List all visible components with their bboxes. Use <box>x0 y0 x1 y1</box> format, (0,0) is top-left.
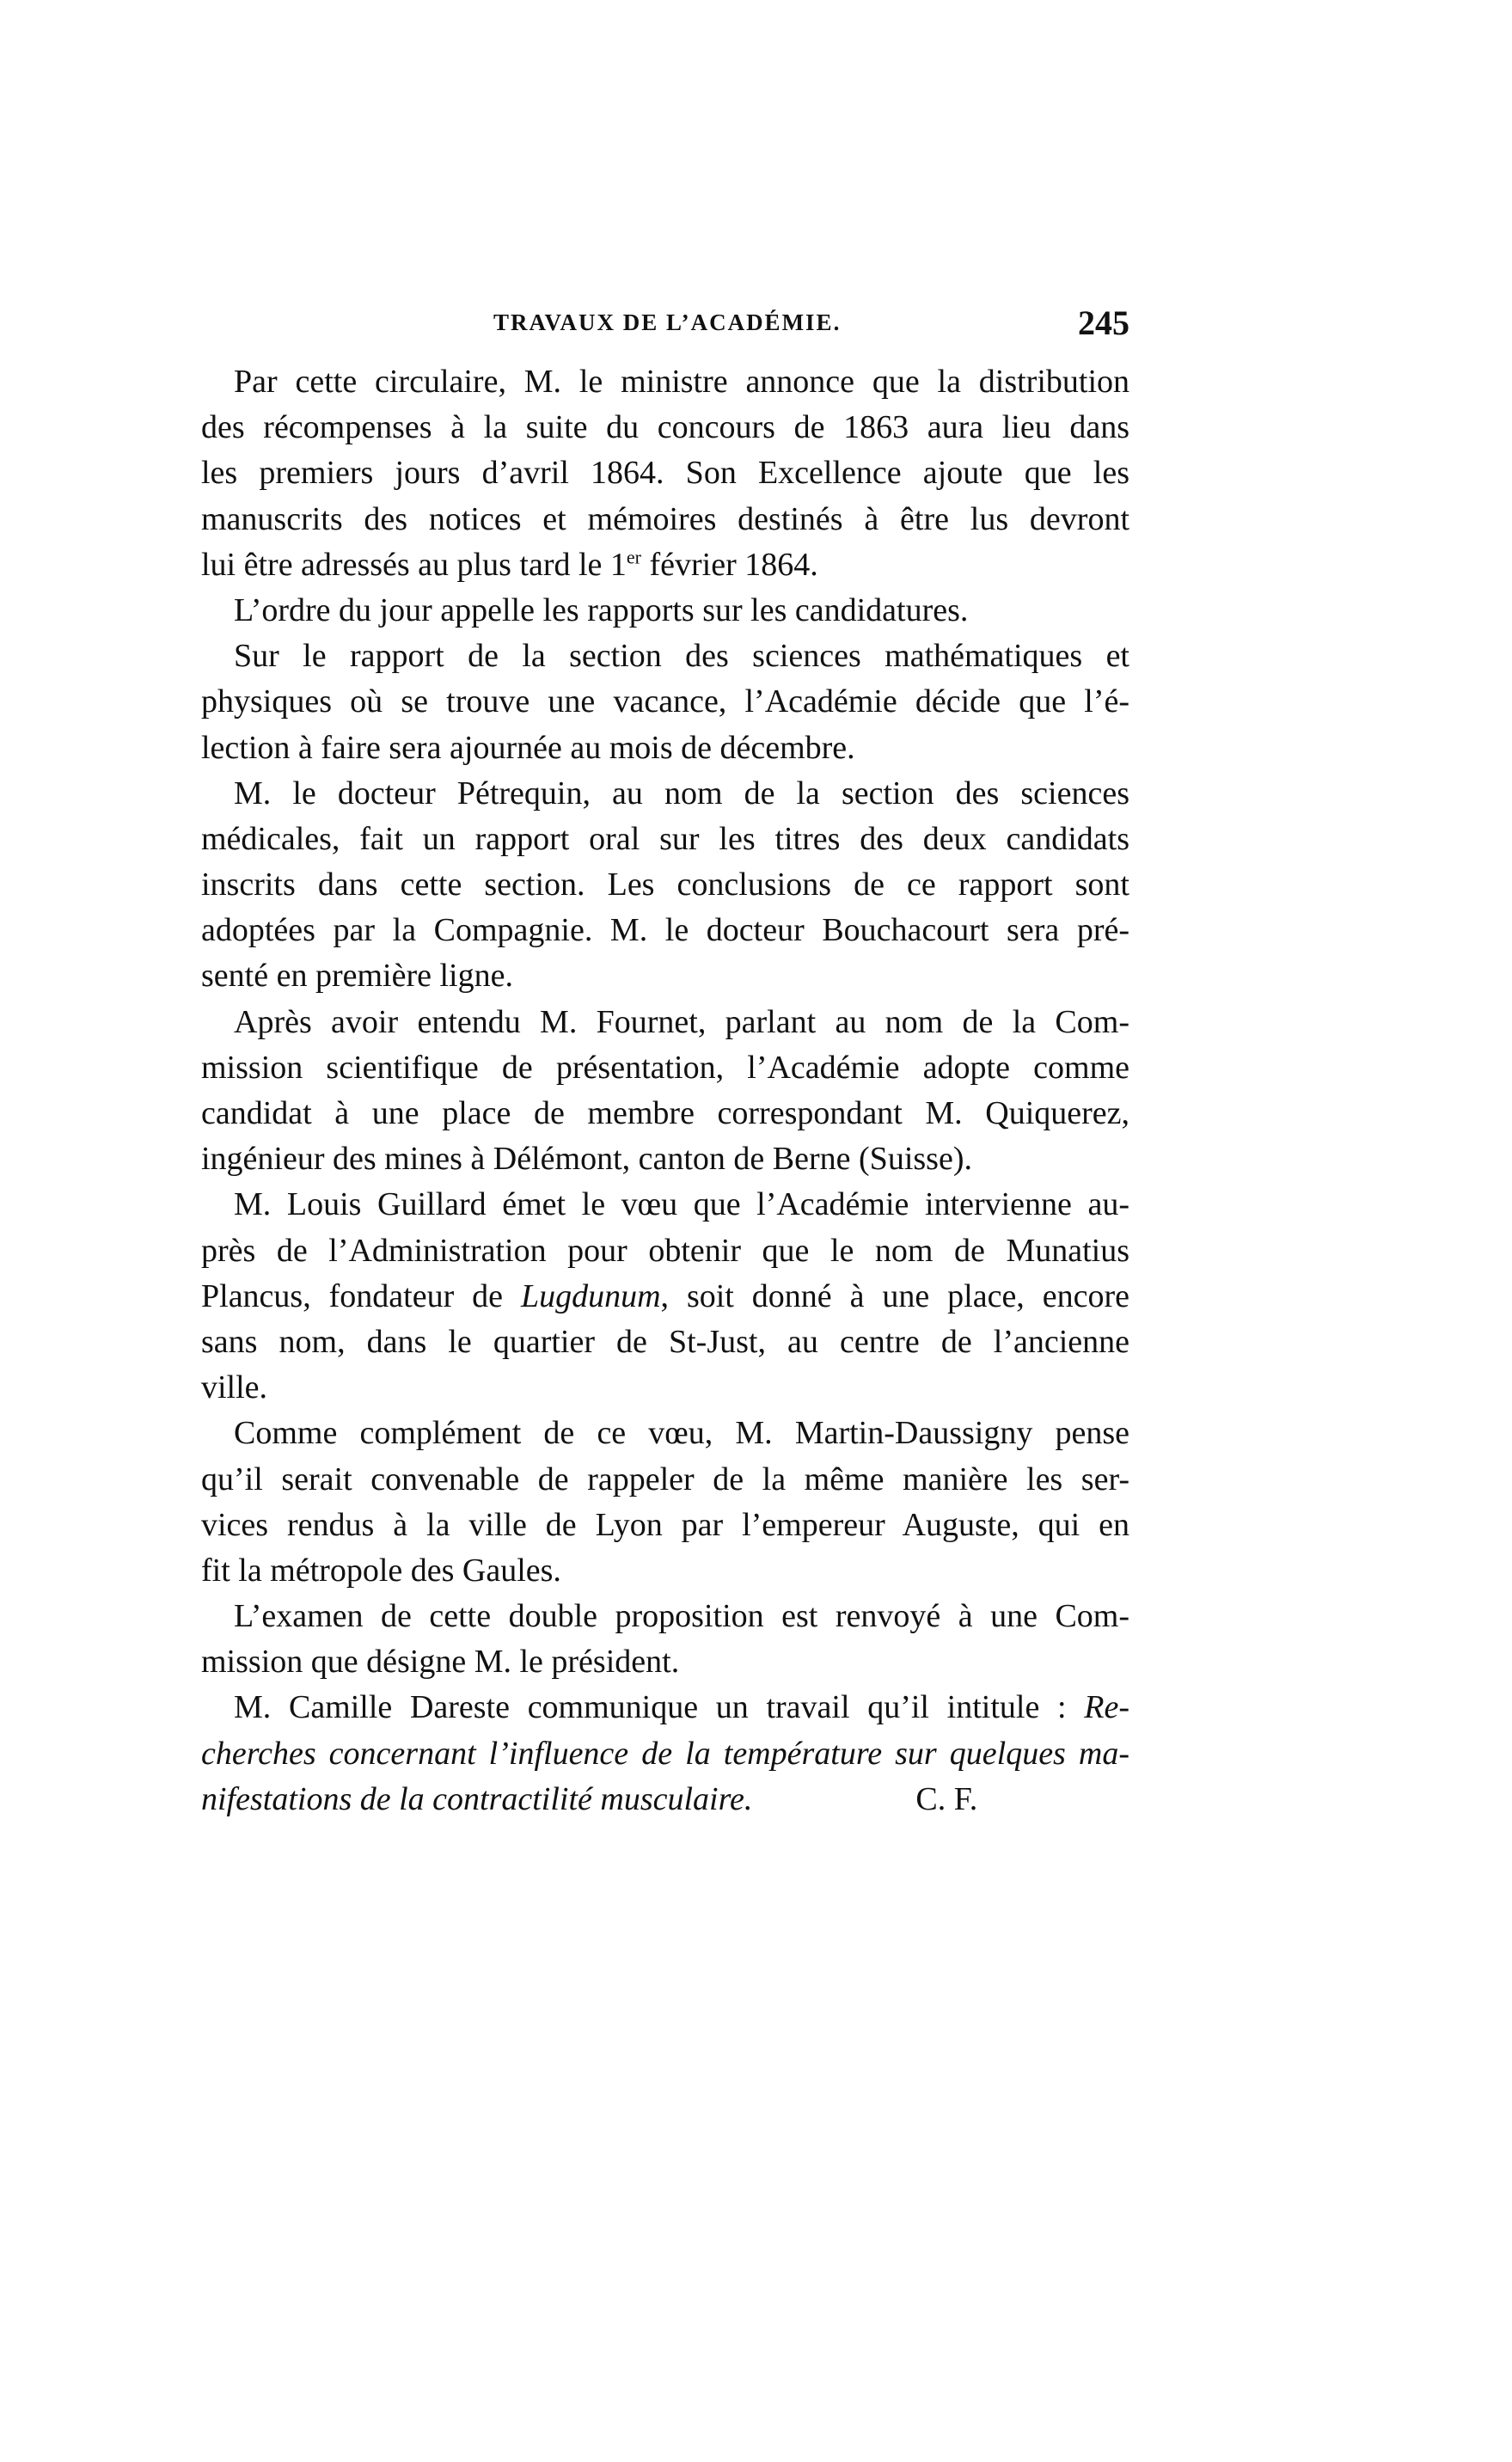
text-line <box>201 726 1129 771</box>
text-line <box>201 542 1129 588</box>
text-line <box>201 953 1129 999</box>
text-segment: sans nom, dans le quartier de St-Just, au centre de l’ancienne <box>201 1323 1129 1360</box>
text-line <box>201 862 1129 908</box>
text-line <box>201 1411 1129 1456</box>
text-segment: des récompenses à la suite du concours de 1863 aura lieu dans <box>201 409 1129 446</box>
running-head-title: TRAVAUX DE L’ACADÉMIE. <box>493 309 842 335</box>
text-line <box>201 1685 1129 1730</box>
text-segment: vices rendus à la ville de Lyon par l’empereur Auguste, qui en <box>201 1506 1129 1543</box>
text-line <box>201 359 1129 405</box>
text-line <box>201 497 1129 542</box>
text-segment: février 1864. <box>640 546 818 583</box>
text-segment: les premiers jours d’avril 1864. Son Excellence ajoute que les <box>201 455 1129 492</box>
text-line <box>201 1182 1129 1228</box>
text-segment: senté en première ligne. <box>201 958 513 995</box>
text-segment: Par cette circulaire, M. le ministre annonce que la distribution <box>234 364 1129 400</box>
text-segment: inscrits dans cette section. Les conclusions de ce rapport sont <box>201 867 1129 903</box>
text-segment: candidat à une place de membre correspondant M. Quiquerez, <box>201 1095 1129 1131</box>
text-line <box>201 771 1129 817</box>
italic-text: nifestations de la contractilité musculaire. <box>201 1780 753 1817</box>
text-line <box>201 1136 1129 1182</box>
text-segment: manuscrits des notices et mémoires destinés à être lus devront <box>201 500 1129 537</box>
text-line <box>201 817 1129 862</box>
text-line <box>201 1320 1129 1365</box>
text-segment: M. le docteur Pétrequin, au nom de la section des sciences <box>234 775 1129 811</box>
text-line <box>201 405 1129 450</box>
page-number: 245 <box>1078 303 1129 342</box>
text-segment: lection à faire sera ajournée au mois de décembre. <box>201 729 855 766</box>
text-line <box>201 1000 1129 1045</box>
text-line <box>201 1777 1129 1822</box>
text-line <box>201 588 1129 634</box>
text-line <box>201 1228 1129 1274</box>
text-segment: er <box>626 546 641 568</box>
text-segment: L’examen de cette double proposition est renvoyé à une Com- <box>234 1598 1129 1635</box>
text-line <box>201 908 1129 953</box>
text-line <box>201 1045 1129 1091</box>
text-segment: fit la métropole des Gaules. <box>201 1552 561 1589</box>
text-line <box>201 450 1129 496</box>
text-line <box>201 1548 1129 1594</box>
text-segment: mission scientifique de présentation, l’Académie adopte comme <box>201 1049 1129 1086</box>
text-segment: Après avoir entendu M. Fournet, parlant au nom de la Com- <box>234 1003 1129 1040</box>
italic-text: cherches concernant l’influence de la température sur quelques ma- <box>201 1735 1129 1772</box>
text-segment: M. Louis Guillard émet le vœu que l’Académie intervienne au- <box>234 1186 1129 1223</box>
text-segment: près de l’Administration pour obtenir que le nom de Munatius <box>201 1232 1129 1269</box>
text-segment: ville. <box>201 1369 268 1406</box>
text-segment: ingénieur des mines à Délémont, canton de Berne (Suisse). <box>201 1141 972 1178</box>
text-line <box>201 634 1129 679</box>
running-head <box>201 303 1129 346</box>
text-segment: mission que désigne M. le président. <box>201 1644 680 1681</box>
text-segment: physiques où se trouve une vacance, l’Académie décide que l’é- <box>201 683 1129 720</box>
text-segment: , soit donné à une place, encore <box>660 1277 1129 1314</box>
text-segment: médicales, fait un rapport oral sur les titres des deux candidats <box>201 820 1129 857</box>
text-line <box>201 1503 1129 1548</box>
text-line <box>201 1594 1129 1639</box>
text-segment: Comme complément de ce vœu, M. Martin-Daussigny pense <box>234 1415 1129 1452</box>
text-segment: Plancus, fondateur de <box>201 1277 521 1314</box>
text-segment: lui être adressés au plus tard le 1 <box>201 546 627 583</box>
text-segment: adoptées par la Compagnie. M. le docteur Bouchacourt sera pré- <box>201 912 1129 949</box>
body-text <box>201 359 1129 1822</box>
text-line <box>201 679 1129 725</box>
italic-text: Re- <box>1084 1689 1129 1726</box>
text-line <box>201 1274 1129 1320</box>
text-line <box>201 1639 1129 1685</box>
text-line <box>201 1457 1129 1503</box>
italic-text: Lugdunum <box>520 1277 661 1314</box>
text-line <box>201 1091 1129 1136</box>
text-line <box>201 1731 1129 1777</box>
text-segment: Sur le rapport de la section des sciences mathématiques et <box>234 638 1129 675</box>
text-segment: qu’il serait convenable de rappeler de la même manière les ser- <box>201 1461 1129 1497</box>
text-segment: L’ordre du jour appelle les rapports sur les candidatures. <box>234 591 969 628</box>
text-line <box>201 1365 1129 1411</box>
text-segment: M. Camille Dareste communique un travail qu’il intitule : <box>234 1689 1085 1726</box>
signature-initials: C. F. <box>915 1780 978 1817</box>
